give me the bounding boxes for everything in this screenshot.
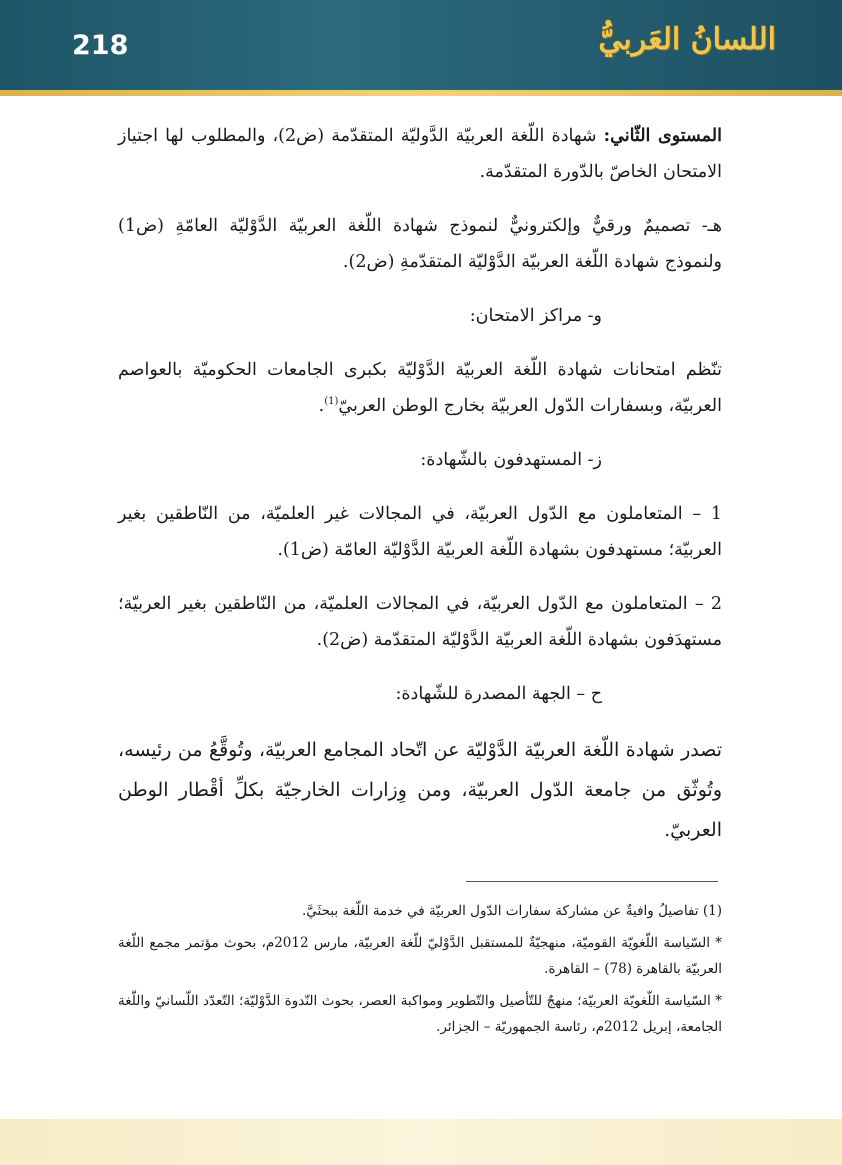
heading-issuing-body: ح – الجهة المصدرة للشّهادة: <box>395 684 602 704</box>
page-number: 218 <box>72 30 129 61</box>
level-two-lead: المستوى الثّاني: <box>603 126 722 146</box>
paragraph-level-two <box>118 118 722 190</box>
heading-target-audience: ز- المستهدفون بالشّهادة: <box>420 450 602 470</box>
journal-logo: اللسانُ العَربيُّ <box>598 22 776 57</box>
footnote-ref-1[interactable]: (1) <box>324 396 339 408</box>
exam-centers-end: . <box>318 396 325 416</box>
paragraph-target-2: 2 – المتعاملون مع الدّول العربيّة، في المجالات العلميّة، من النّاطقين بغير العربيّة؛ مستهدَفون بشهادة اللّغة العربيّة الدَّوْليّة المتقدّمة (ض2). <box>118 594 722 650</box>
level-two-text: شهادة اللّغة العربيّة الدَّوليّة المتقدّمة (ض2)، والمطلوب لها اجتياز الامتحان الخاصّ بالدّورة المتقدّمة. <box>118 126 722 182</box>
page-header <box>0 0 842 96</box>
header-gold-band <box>0 90 842 96</box>
paragraph-target-1: 1 – المتعاملون مع الدّول العربيّة، في المجالات غير العلميّة، من النّاطقين بغير العربيّة؛ مستهدفون بشهادة اللّغة العربيّة الدَّوْليّة العامّة (ض1). <box>118 504 722 560</box>
main-text <box>118 118 722 868</box>
exam-centers-text: تنّظم امتحانات شهادة اللّغة العربيّة الدَّوْليّة بكبرى الجامعات الحكوميّة بالعواصم العربيّة، وبسفارات الدّول العربيّة بخارج الوطن العربيّ <box>118 360 722 416</box>
footnotes <box>118 898 722 1046</box>
paragraph-design: هـ- تصميمٌ ورقيٌّ وإلكترونيٌّ لنموذج شهادة اللّغة العربيّة الدَّوْليّة العامّةِ (ض1) ولنموذج شهادة اللّغة العربيّة الدَّوْليّة المتقدّمةِ (ض2). <box>118 216 722 272</box>
paragraph-exam-centers <box>118 352 722 424</box>
page-footer <box>0 1119 842 1165</box>
footnote-source-1: * السّياسة اللّغويّة القوميّة، منهجيّةٌ للمستقبل الدَّوْليّ للّغة العربيّة، مارس 2012م، بحوث مؤتمر مجمع اللّغة العربيّة بالقاهرة (78) – القاهرة. <box>118 935 722 977</box>
footnote-1: (1) تفاصيلُ وافيةٌ عن مشاركة سفارات الدّول العربيّة في خدمة اللّغة ببحثَيَّ. <box>301 903 722 919</box>
footnote-source-2: * السّياسة اللّغويّة العربيّة؛ منهجٌ للتّأصيل والتّطوير ومواكبة العصر، بحوث النّدوة الدَّوْليّة؛ التّعدّد اللّسانيّ واللّغة الجامعة، إبريل 2012م، رئاسة الجمهوريّة – الجزائر. <box>118 993 722 1035</box>
footnote-divider <box>466 881 718 882</box>
heading-exam-centers: و- مراكز الامتحان: <box>469 306 602 326</box>
paragraph-issuing-body: تصدر شهادة اللّغة العربيّة الدَّوْليّة عن اتّحاد المجامع العربيّة، وتُوقَّعُ من رئيسه، وتُوثّق من جامعة الدّول العربيّة، ومن وِزارات الخارجيّة بكلِّ أقْطار الوطن العربيّ. <box>118 739 722 841</box>
